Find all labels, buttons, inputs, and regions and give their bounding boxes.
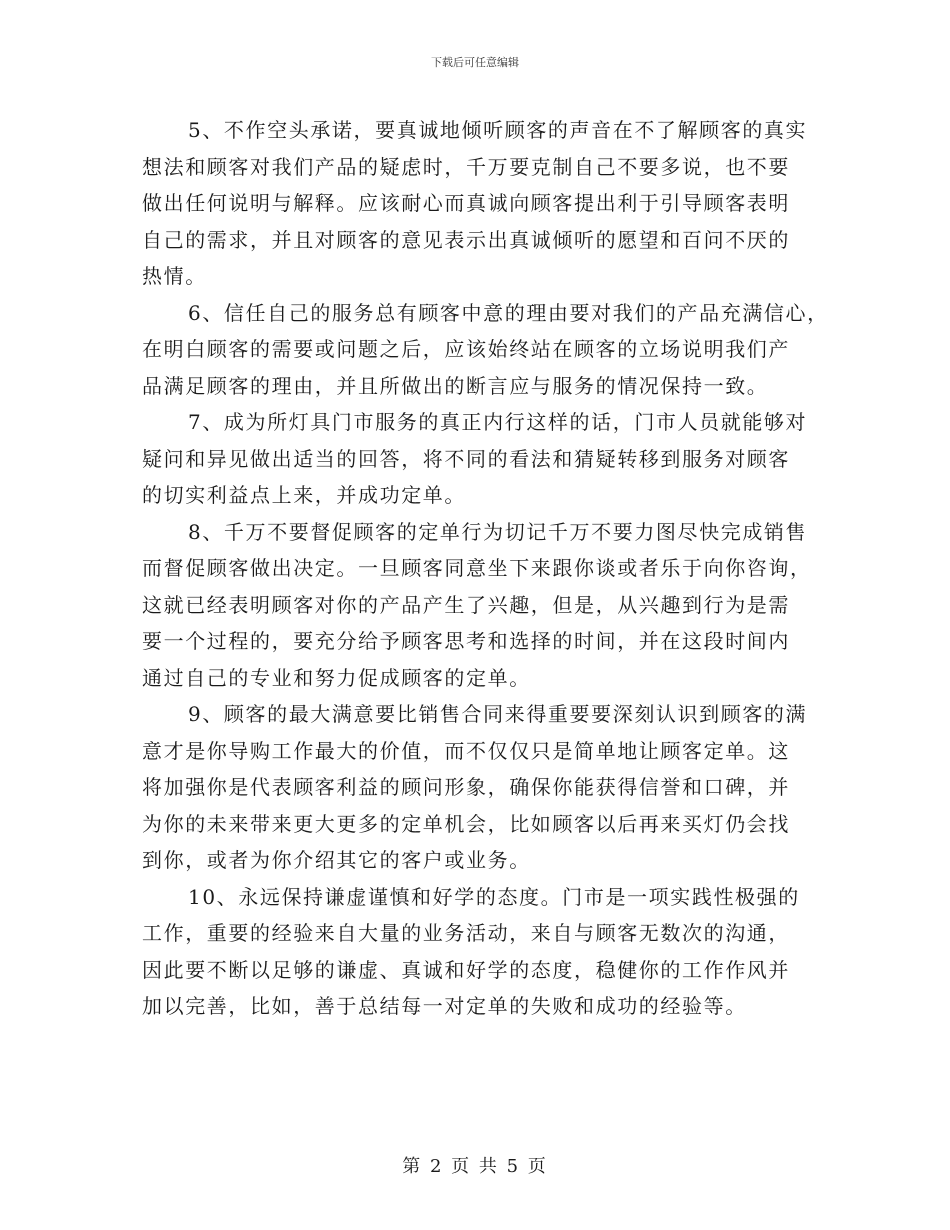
document-body (142, 112, 829, 1025)
paragraph-line: 热情。 (142, 264, 207, 288)
page-header: 下载后可任意编辑 (431, 56, 519, 69)
paragraph-line: 想法和顾客对我们产品的疑虑时，千万要克制自己不要多说，也不要 (142, 154, 790, 179)
paragraph-line: 9、顾客的最大满意要比销售合同来得重要要深刻认识到顾客的满 (188, 702, 808, 726)
paragraph-6 (142, 295, 829, 405)
paragraph-line: 因此要不断以足够的谦虚、真诚和好学的态度，稳健你的工作作风并 (142, 957, 790, 982)
paragraph-10 (142, 879, 822, 1025)
paragraph-line: 8、千万不要督促顾客的定单行为切记千万不要力图尽快完成销售 (188, 519, 808, 544)
paragraph-line: 品满足顾客的理由，并且所做出的断言应与服务的情况保持一致。 (142, 373, 769, 398)
page-number: 第 2 页 共 5 页 (402, 1156, 548, 1177)
paragraph-line: 的切实利益点上来，并成功定单。 (142, 483, 466, 507)
paragraph-line: 这就已经表明顾客对你的产品产生了兴趣，但是，从兴趣到行为是需 (142, 592, 790, 617)
paragraph-line: 7、成为所灯具门市服务的真正内行这样的话，门市人员就能够对 (188, 410, 808, 434)
paragraph-line: 意才是你导购工作最大的价值，而不仅仅只是简单地让顾客定单。这 (142, 738, 790, 763)
paragraph-line: 加以完善，比如，善于总结每一对定单的失败和成功的经验等。 (142, 994, 747, 1018)
paragraph-8 (142, 514, 822, 697)
paragraph-line: 在明白顾客的需要或问题之后，应该始终站在顾客的立场说明我们产 (142, 337, 790, 361)
paragraph-line: 要一个过程的，要充分给予顾客思考和选择的时间，并在这段时间内 (142, 629, 790, 653)
paragraph-line: 而督促顾客做出决定。一旦顾客同意坐下来跟你谈或者乐于向你咨询， (142, 556, 812, 580)
paragraph-7 (142, 404, 822, 514)
paragraph-line: 将加强你是代表顾客利益的顾问形象，确保你能获得信誉和口碑，并 (142, 775, 790, 799)
paragraph-line: 10、永远保持谦虚谨慎和好学的态度。门市是一项实践性极强的 (188, 884, 800, 909)
paragraph-line: 自己的需求，并且对顾客的意见表示出真诚倾听的愿望和百问不厌的 (142, 227, 790, 252)
paragraph-line: 到你，或者为你介绍其它的客户或业务。 (142, 848, 531, 872)
paragraph-5 (142, 112, 822, 295)
paragraph-line: 5、不作空头承诺，要真诚地倾听顾客的声音在不了解顾客的真实 (188, 118, 808, 142)
paragraph-line: 疑问和异见做出适当的回答，将不同的看法和猜疑转移到服务对顾客 (142, 446, 790, 471)
paragraph-line: 通过自己的专业和努力促成顾客的定单。 (142, 665, 531, 690)
paragraph-line: 6、信任自己的服务总有顾客中意的理由要对我们的产品充满信心， (188, 300, 829, 325)
paragraph-line: 做出任何说明与解释。应该耐心而真诚向顾客提出利于引导顾客表明 (142, 191, 790, 215)
paragraph-9 (142, 696, 822, 879)
paragraph-line: 为你的未来带来更大更多的定单机会，比如顾客以后再来买灯仍会找 (142, 811, 790, 836)
paragraph-line: 工作，重要的经验来自大量的业务活动，来自与顾客无数次的沟通， (142, 921, 790, 945)
